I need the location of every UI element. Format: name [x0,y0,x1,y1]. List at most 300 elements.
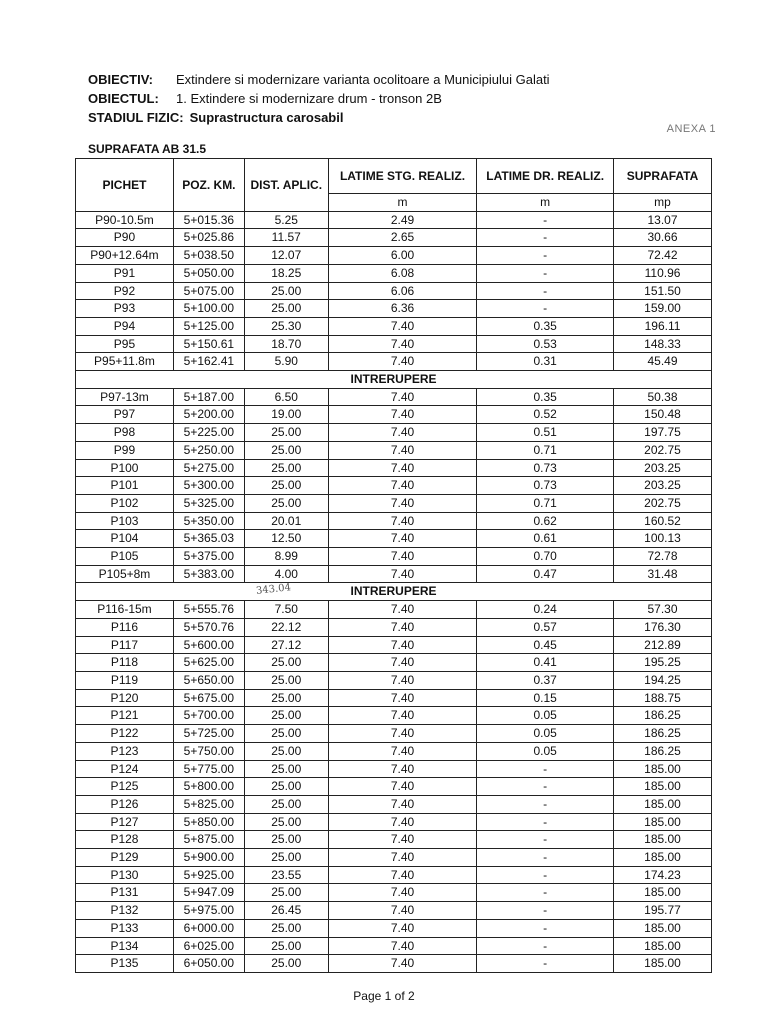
table-cell: 5+625.00 [173,654,244,672]
table-cell: - [477,866,614,884]
table-cell: 7.40 [328,424,477,442]
unit-cell: mp [614,194,712,212]
table-cell: 0.73 [477,459,614,477]
table-cell: 7.40 [328,671,477,689]
table-cell: 19.00 [244,406,328,424]
table-row [76,831,712,849]
table-row [76,565,712,583]
table-cell: P101 [76,477,174,495]
header-value: Suprastructura carosabil [189,110,344,125]
table-cell: - [477,937,614,955]
table-cell: P124 [76,760,174,778]
table-cell: 5+225.00 [173,424,244,442]
table-cell: 25.00 [244,671,328,689]
table-row [76,618,712,636]
table-cell: 7.40 [328,353,477,371]
table-cell: 0.05 [477,742,614,760]
table-row [76,406,712,424]
table-cell: 5+600.00 [173,636,244,654]
table-cell: 31.48 [614,565,712,583]
table-cell: 5+725.00 [173,725,244,743]
table-cell: 212.89 [614,636,712,654]
header-value: Extindere si modernizare varianta ocolitoare a Municipiului Galati [176,72,550,87]
column-header: SUPRAFATA [614,159,712,194]
section-label: INTRERUPERE [76,583,712,601]
table-cell: P103 [76,512,174,530]
table-cell: 203.25 [614,477,712,495]
table-cell: 27.12 [244,636,328,654]
table-cell: 25.00 [244,424,328,442]
section-label: INTRERUPERE [76,371,712,389]
table-cell: 185.00 [614,955,712,973]
table-cell: 5+125.00 [173,317,244,335]
table-cell: 0.31 [477,353,614,371]
table-cell: 25.00 [244,654,328,672]
table-cell: 0.71 [477,494,614,512]
table-cell: P92 [76,282,174,300]
table-row [76,937,712,955]
table-cell: 25.30 [244,317,328,335]
table-cell: 25.00 [244,778,328,796]
table-cell: 5+570.76 [173,618,244,636]
table-cell: 13.07 [614,211,712,229]
table-row [76,494,712,512]
table-header-row [76,159,712,194]
table-cell: P116-15m [76,601,174,619]
table-cell: - [477,300,614,318]
table-cell: 185.00 [614,919,712,937]
table-cell: 5+200.00 [173,406,244,424]
table-cell: 7.40 [328,866,477,884]
table-cell: - [477,760,614,778]
table-row [76,229,712,247]
table-row [76,353,712,371]
section-divider-row [76,371,712,389]
table-cell: P105 [76,548,174,566]
table-cell: 196.11 [614,317,712,335]
table-row [76,884,712,902]
table-cell: 185.00 [614,884,712,902]
table-cell: 6.06 [328,282,477,300]
table-cell: 185.00 [614,937,712,955]
table-cell: 186.25 [614,707,712,725]
table-cell: 202.75 [614,494,712,512]
table-cell: 5+365.03 [173,530,244,548]
table-row [76,654,712,672]
table-cell: P91 [76,264,174,282]
table-cell: 5+375.00 [173,548,244,566]
table-cell: 186.25 [614,742,712,760]
table-row [76,707,712,725]
table-cell: P128 [76,831,174,849]
table-cell: 0.05 [477,707,614,725]
table-cell: P90+12.64m [76,247,174,265]
table-row [76,689,712,707]
table-cell: P90-10.5m [76,211,174,229]
table-cell: 5+300.00 [173,477,244,495]
table-cell: 194.25 [614,671,712,689]
table-cell: 25.00 [244,849,328,867]
table-cell: P104 [76,530,174,548]
table-cell: 25.00 [244,707,328,725]
table-cell: - [477,778,614,796]
table-cell: 7.40 [328,884,477,902]
table-cell: 202.75 [614,441,712,459]
table-cell: 25.00 [244,955,328,973]
table-cell: P132 [76,902,174,920]
table-cell: 6.00 [328,247,477,265]
table-cell: 5+750.00 [173,742,244,760]
handwritten-note: 343.04 [255,582,292,597]
table-cell: 185.00 [614,813,712,831]
column-header: LATIME DR. REALIZ. [477,159,614,194]
table-cell: P102 [76,494,174,512]
table-cell: 5+162.41 [173,353,244,371]
table-row [76,601,712,619]
table-cell: 23.55 [244,866,328,884]
table-cell: 7.40 [328,902,477,920]
table-cell: P133 [76,919,174,937]
table-cell: 151.50 [614,282,712,300]
table-cell: P117 [76,636,174,654]
table-cell: 2.49 [328,211,477,229]
table-row [76,725,712,743]
table-cell: 7.40 [328,707,477,725]
table-cell: P135 [76,955,174,973]
table-cell: 57.30 [614,601,712,619]
table-cell: 7.40 [328,441,477,459]
table-cell: P100 [76,459,174,477]
table-cell: 186.25 [614,725,712,743]
table-cell: P98 [76,424,174,442]
table-cell: 5+675.00 [173,689,244,707]
table-cell: P131 [76,884,174,902]
table-cell: 0.70 [477,548,614,566]
table-row [76,955,712,973]
table-cell: - [477,955,614,973]
table-cell: 18.25 [244,264,328,282]
table-cell: P93 [76,300,174,318]
table-cell: 7.40 [328,654,477,672]
table-cell: 0.51 [477,424,614,442]
column-header: LATIME STG. REALIZ. [328,159,477,194]
table-row [76,335,712,353]
table-cell: P126 [76,795,174,813]
table-cell: 6.36 [328,300,477,318]
table-cell: 185.00 [614,849,712,867]
table-row [76,919,712,937]
table-cell: 26.45 [244,902,328,920]
table-cell: 22.12 [244,618,328,636]
table-cell: 0.37 [477,671,614,689]
table-cell: 185.00 [614,760,712,778]
table-cell: 30.66 [614,229,712,247]
surface-table [75,158,712,973]
table-cell: 20.01 [244,512,328,530]
table-cell: P119 [76,671,174,689]
table-cell: 150.48 [614,406,712,424]
table-cell: P122 [76,725,174,743]
table-row [76,671,712,689]
table-row [76,636,712,654]
table-cell: 25.00 [244,725,328,743]
table-cell: 110.96 [614,264,712,282]
table-cell: 7.40 [328,760,477,778]
table-cell: P97 [76,406,174,424]
table-row [76,282,712,300]
table-cell: 7.40 [328,477,477,495]
table-cell: 5+975.00 [173,902,244,920]
table-cell: 0.73 [477,477,614,495]
table-cell: 0.05 [477,725,614,743]
table-row [76,778,712,796]
table-cell: 5+925.00 [173,866,244,884]
table-cell: 25.00 [244,477,328,495]
table-cell: P90 [76,229,174,247]
table-cell: 5+100.00 [173,300,244,318]
table-cell: 7.40 [328,459,477,477]
table-cell: 6.08 [328,264,477,282]
table-cell: P130 [76,866,174,884]
table-row [76,424,712,442]
table-cell: 6+050.00 [173,955,244,973]
table-cell: 12.50 [244,530,328,548]
table-row [76,211,712,229]
unit-cell: m [477,194,614,212]
table-cell: 5+947.09 [173,884,244,902]
table-row [76,477,712,495]
table-cell: - [477,795,614,813]
section-divider-row [76,583,712,601]
header-row-stadiul [88,108,550,127]
table-cell: 50.38 [614,388,712,406]
table-cell: 0.52 [477,406,614,424]
table-cell: 5+875.00 [173,831,244,849]
table-cell: 7.50 [244,601,328,619]
table-cell: 7.40 [328,494,477,512]
table-cell: 11.57 [244,229,328,247]
table-cell: 5+700.00 [173,707,244,725]
table-row [76,849,712,867]
table-cell: 6.50 [244,388,328,406]
table-cell: P134 [76,937,174,955]
table-row [76,795,712,813]
table-cell: P94 [76,317,174,335]
unit-cell: m [328,194,477,212]
table-cell: 5+800.00 [173,778,244,796]
document-header [88,70,550,127]
table-row [76,902,712,920]
table-row [76,548,712,566]
table-cell: 7.40 [328,689,477,707]
table-cell: P116 [76,618,174,636]
table-cell: - [477,919,614,937]
table-cell: 7.40 [328,530,477,548]
table-cell: 7.40 [328,919,477,937]
table-cell: 5+775.00 [173,760,244,778]
table-cell: 7.40 [328,742,477,760]
table-cell: 7.40 [328,512,477,530]
table-cell: 0.45 [477,636,614,654]
table-cell: 0.57 [477,618,614,636]
table-cell: 5+015.36 [173,211,244,229]
table-row [76,264,712,282]
table-cell: 197.75 [614,424,712,442]
page-footer: Page 1 of 2 [353,989,415,1003]
header-key: STADIUL FIZIC: [88,110,184,125]
table-cell: 25.00 [244,494,328,512]
annex-label: ANEXA 1 [666,123,716,135]
header-value: 1. Extindere si modernizare drum - tronson 2B [176,91,442,106]
table-cell: 185.00 [614,795,712,813]
table-cell: 195.25 [614,654,712,672]
table-cell: 7.40 [328,795,477,813]
table-cell: 188.75 [614,689,712,707]
table-cell: 0.35 [477,317,614,335]
table-cell: 7.40 [328,955,477,973]
table-cell: 5+150.61 [173,335,244,353]
table-cell: 8.99 [244,548,328,566]
table-cell: 5+650.00 [173,671,244,689]
table-cell: - [477,211,614,229]
table-cell: P95+11.8m [76,353,174,371]
table-cell: 7.40 [328,565,477,583]
table-cell: 72.42 [614,247,712,265]
table-cell: 72.78 [614,548,712,566]
table-cell: 185.00 [614,778,712,796]
table-cell: 5+275.00 [173,459,244,477]
table-cell: 7.40 [328,618,477,636]
table-cell: P105+8m [76,565,174,583]
header-row-obiectul [88,89,550,108]
table-cell: 159.00 [614,300,712,318]
table-cell: 5+025.86 [173,229,244,247]
table-cell: 5+825.00 [173,795,244,813]
table-cell: 7.40 [328,725,477,743]
table-cell: 25.00 [244,742,328,760]
column-header: DIST. APLIC. [244,159,328,212]
table-cell: - [477,849,614,867]
table-cell: P99 [76,441,174,459]
table-cell: 5.90 [244,353,328,371]
table-cell: 0.35 [477,388,614,406]
table-cell: P127 [76,813,174,831]
table-cell: 25.00 [244,884,328,902]
column-header: POZ. KM. [173,159,244,212]
table-cell: 25.00 [244,760,328,778]
table-cell: 7.40 [328,831,477,849]
table-cell: 0.41 [477,654,614,672]
table-cell: - [477,282,614,300]
table-cell: - [477,902,614,920]
table-cell: 5+038.50 [173,247,244,265]
table-cell: 7.40 [328,317,477,335]
table-cell: P120 [76,689,174,707]
table-cell: 203.25 [614,459,712,477]
table-cell: 0.62 [477,512,614,530]
table-cell: 25.00 [244,919,328,937]
table-row [76,866,712,884]
table-row [76,247,712,265]
table-row [76,300,712,318]
table-row [76,388,712,406]
table-cell: P121 [76,707,174,725]
table-cell: 7.40 [328,548,477,566]
table-cell: 25.00 [244,282,328,300]
table-cell: P129 [76,849,174,867]
table-cell: 25.00 [244,459,328,477]
table-cell: 2.65 [328,229,477,247]
table-cell: 7.40 [328,406,477,424]
table-cell: 7.40 [328,636,477,654]
header-key: OBIECTIV: [88,72,154,87]
table-row [76,530,712,548]
table-cell: - [477,813,614,831]
table-cell: 25.00 [244,813,328,831]
table-cell: P123 [76,742,174,760]
table-cell: 0.61 [477,530,614,548]
table-cell: 5+250.00 [173,441,244,459]
table-cell: 5+187.00 [173,388,244,406]
table-cell: 100.13 [614,530,712,548]
table-cell: 5+850.00 [173,813,244,831]
table-cell: 7.40 [328,778,477,796]
table-cell: 25.00 [244,937,328,955]
table-cell: 0.24 [477,601,614,619]
table-row [76,813,712,831]
table-cell: P97-13m [76,388,174,406]
table-cell: 7.40 [328,937,477,955]
table-cell: 25.00 [244,300,328,318]
table-cell: - [477,264,614,282]
table-cell: 0.47 [477,565,614,583]
table-cell: 7.40 [328,388,477,406]
table-cell: 45.49 [614,353,712,371]
table-cell: 5+555.76 [173,601,244,619]
table-cell: 5+325.00 [173,494,244,512]
header-row-objectiv [88,70,550,89]
table-row [76,742,712,760]
table-cell: 5+050.00 [173,264,244,282]
table-row [76,512,712,530]
table-cell: 185.00 [614,831,712,849]
table-cell: 25.00 [244,689,328,707]
table-cell: 25.00 [244,441,328,459]
table-cell: 148.33 [614,335,712,353]
table-cell: 4.00 [244,565,328,583]
table-cell: 0.53 [477,335,614,353]
table-cell: 7.40 [328,335,477,353]
table-cell: - [477,884,614,902]
table-cell: 6+025.00 [173,937,244,955]
table-cell: 5+383.00 [173,565,244,583]
table-cell: 0.15 [477,689,614,707]
table-cell: 7.40 [328,849,477,867]
table-cell: 160.52 [614,512,712,530]
table-cell: 195.77 [614,902,712,920]
table-cell: 0.71 [477,441,614,459]
table-cell: 5+075.00 [173,282,244,300]
table-cell: 5+350.00 [173,512,244,530]
table-cell: - [477,229,614,247]
table-cell: 5.25 [244,211,328,229]
table-row [76,760,712,778]
table-cell: - [477,831,614,849]
table-cell: 174.23 [614,866,712,884]
column-header: PICHET [76,159,174,212]
table-row [76,317,712,335]
table-cell: - [477,247,614,265]
